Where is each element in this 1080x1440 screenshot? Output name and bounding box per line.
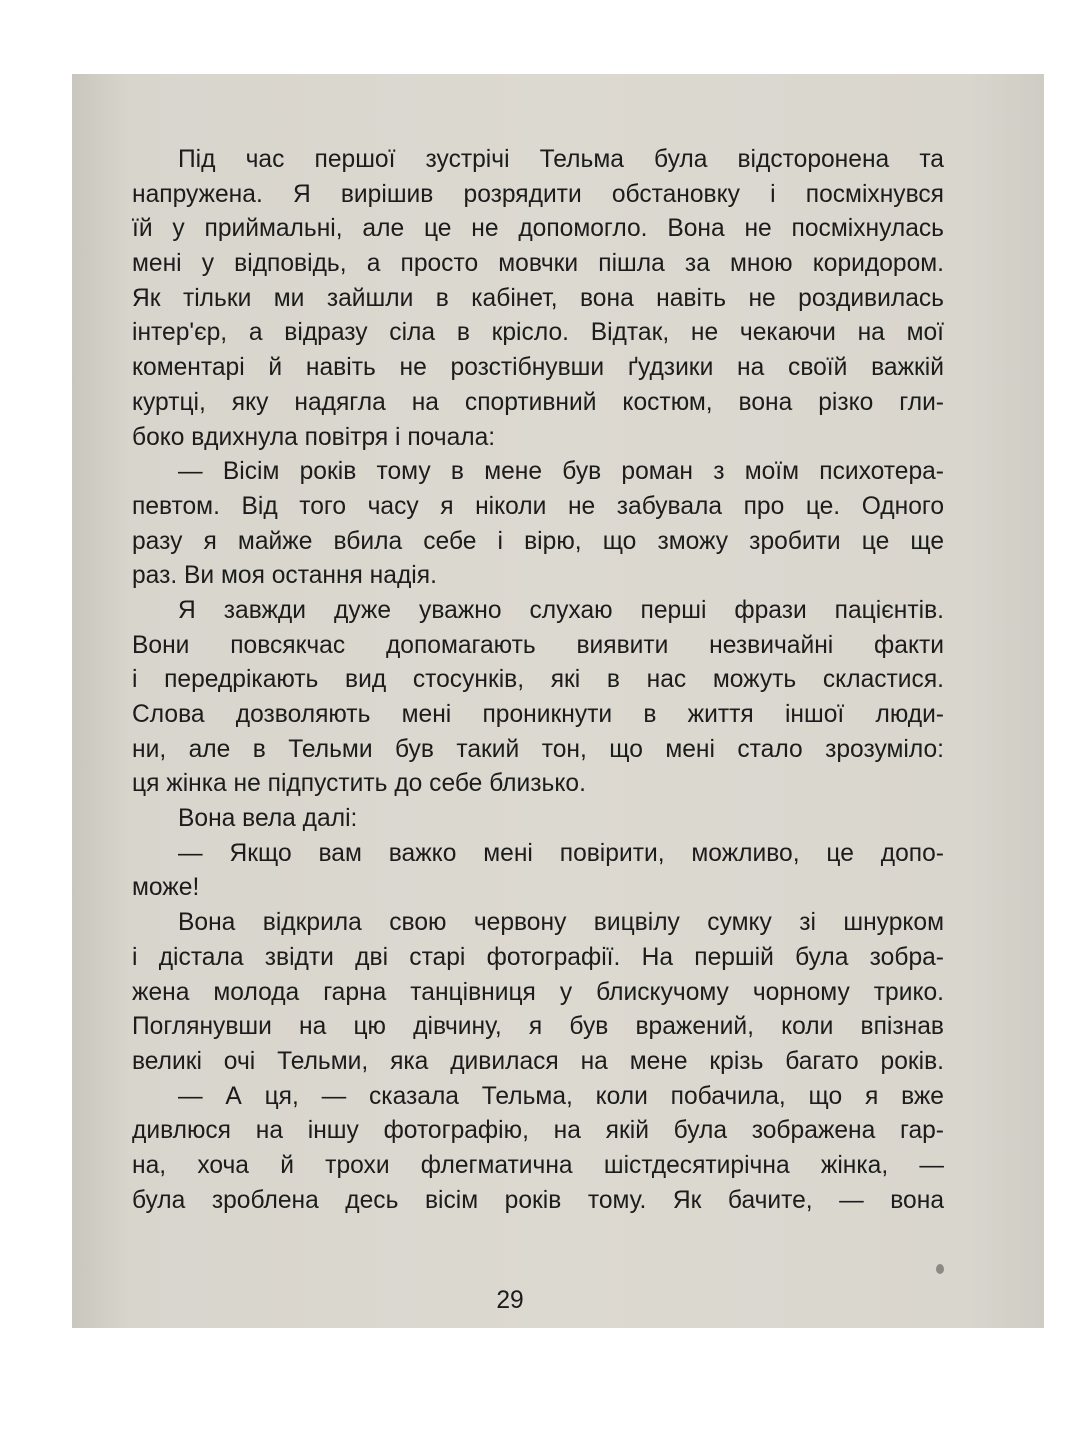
text-line: жена молода гарна танцівниця у блискучому чорному трико. [132,978,944,1006]
text-line: і передрікають вид стосунків, які в нас можуть скластися. [132,666,944,694]
text-line: — Вісім років тому в мене був роман з моїм психотера- [178,458,944,486]
text-line: їй у приймальні, але це не допомогло. Вона не посміхнулась [132,215,944,243]
text-line: Поглянувши на цю дівчину, я був вражений, коли впізнав [132,1013,944,1041]
text-line: певтом. Від того часу я ніколи не забувала про це. Одного [132,492,944,520]
text-line: боко вдихнула повітря і почала: [132,423,496,451]
page-number: 29 [496,1287,524,1314]
paper-speck [936,1264,944,1274]
text-line: разу я майже вбила себе і вірю, що зможу зробити це ще [132,527,944,555]
text-line: великі очі Тельми, яка дивилася на мене крізь багато років. [132,1047,944,1075]
text-line: інтер'єр, а відразу сіла в крісло. Відтак, не чекаючи на мої [132,319,944,347]
text-line: була зроблена десь вісім років тому. Як бачите, — вона [132,1186,944,1214]
text-line: і дістала звідти дві старі фотографії. На першій була зобра- [132,943,944,971]
text-line: куртці, яку надягла на спортивний костюм, вона різко гли- [132,388,944,416]
text-line: — Якщо вам важко мені повірити, можливо, це допо- [178,839,944,867]
text-line: напружена. Я вирішив розрядити обстановку і посміхнувся [132,180,944,208]
text-line: — А ця, — сказала Тельма, коли побачила, що я вже [178,1082,944,1110]
book-page [72,74,1044,1328]
text-line: Вони повсякчас допомагають виявити незвичайні факти [132,631,944,659]
text-line: ця жінка не підпустить до себе близько. [132,770,586,798]
text-line: Слова дозволяють мені проникнути в життя іншої люди- [132,701,944,728]
text-line: коментарі й навіть не розстібнувши ґудзики на своїй важкій [132,354,944,382]
text-line: може! [132,874,200,902]
text-line: Під час першої зустрічі Тельма була відсторонена та [178,146,944,173]
text-line: раз. Ви моя остання надія. [132,562,437,590]
text-line: мені у відповідь, а просто мовчки пішла за мною коридором. [132,250,944,278]
text-line: дивлюся на іншу фотографію, на якій була зображена гар- [132,1117,944,1145]
text-line: на, хоча й трохи флегматична шістдесятирічна жінка, — [132,1151,944,1179]
text-line: Я завжди дуже уважно слухаю перші фрази пацієнтів. [178,596,944,624]
page-text [132,143,944,1218]
text-line: Як тільки ми зайшли в кабінет, вона навіть не роздивилась [132,284,944,312]
text-line: Вона вела далі: [178,805,358,833]
text-line: Вона відкрила свою червону вицвілу сумку зі шнурком [178,909,944,937]
text-line: ни, але в Тельми був такий тон, що мені стало зрозуміло: [132,735,944,763]
